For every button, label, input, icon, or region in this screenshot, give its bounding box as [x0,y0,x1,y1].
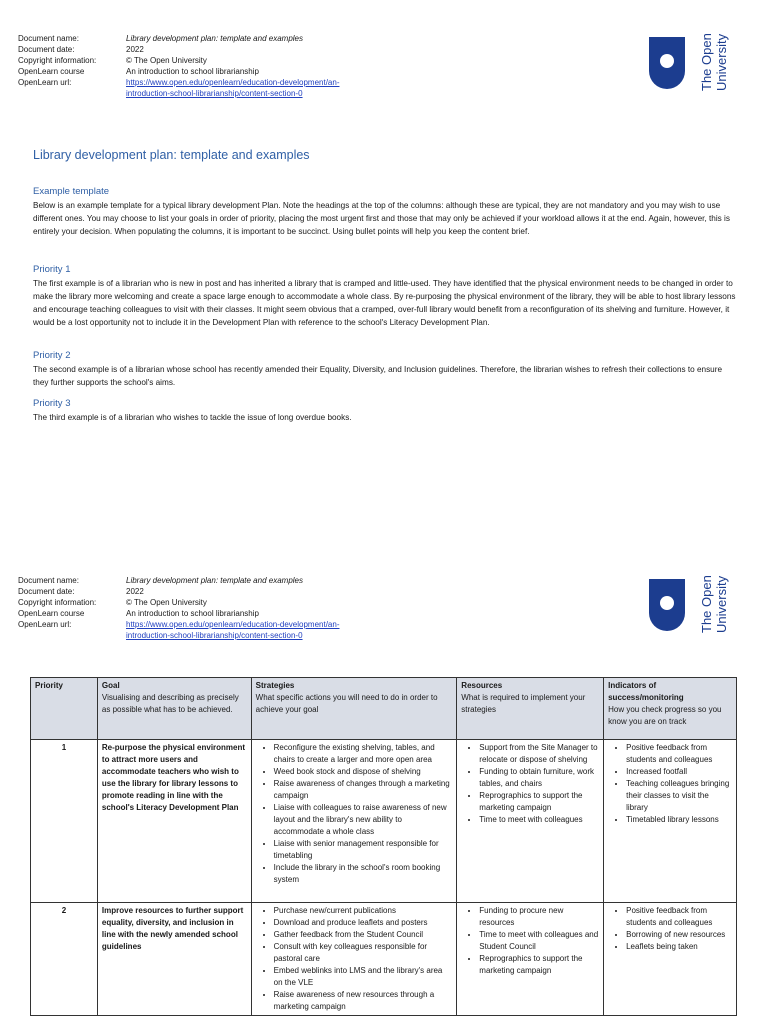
row-resources [457,903,604,1016]
header-priority: Priority [31,678,98,740]
header-resources-desc: What is required to implement your strategies [461,693,586,714]
priority-1-heading: Priority 1 [33,264,71,275]
label-copyright: Copyright information: [18,56,97,65]
course-url-link-cont[interactable]: introduction-school-librarianship/content-section-0 [126,631,303,640]
logo-text-line1: The Open [699,33,714,91]
list-item: • Liaise with senior management responsible for timetabling [274,838,453,862]
row-indicators [604,740,737,903]
course-url-link-cont[interactable]: introduction-school-librarianship/content-section-0 [126,89,303,98]
priority-3-text: The third example is of a librarian who wishes to tackle the issue of long overdue books. [33,413,352,422]
header-indicators: Indicators of success/monitoring How you check progress so you know you are on track [604,678,737,740]
header-indicators-desc: How you check progress so you know you are on track [608,705,722,726]
list-item: • Download and produce leaflets and posters [274,917,453,929]
list-item: • Raise awareness of new resources through a marketing campaign [274,989,453,1013]
label-document-name: Document name: [18,34,79,43]
table-header-row [31,678,737,740]
row-resources [457,740,604,903]
logo-text-line1: The Open [699,575,714,633]
list-item: • Support from the Site Manager to relocate or dispose of shelving [479,742,599,766]
copyright-info: © The Open University [126,598,207,607]
priority-1-section [33,264,737,329]
header-resources: Resources What is required to implement your strategies [457,678,604,740]
example-template-heading: Example template [33,186,110,197]
development-plan-table [30,677,737,1016]
row-priority: 1 [31,740,98,903]
list-item: • Positive feedback from students and colleagues [626,742,732,766]
table-row [31,903,737,1016]
list-item: • Time to meet with colleagues and Student Council [479,929,599,953]
label-url: OpenLearn url: [18,78,72,87]
list-item: • Increased footfall [626,766,732,778]
priority-3-section [33,398,737,424]
list-item: • Reprographics to support the marketing campaign [479,790,599,814]
label-document-name: Document name: [18,576,79,585]
list-item: • Gather feedback from the Student Council [274,929,453,941]
course-name: An introduction to school librarianship [126,67,259,76]
list-item: • Weed book stock and dispose of shelving [274,766,453,778]
list-item: • Consult with key colleagues responsible for pastoral care [274,941,453,965]
document-date: 2022 [126,587,144,596]
label-course: OpenLearn course [18,67,85,76]
open-university-logo [645,575,737,637]
copyright-info: © The Open University [126,56,207,65]
list-item: • Embed weblinks into LMS and the library's area on the VLE [274,965,453,989]
document-name: Library development plan: template and examples [126,576,303,585]
list-item: • Include the library in the school's room booking system [274,862,453,886]
header-strategies-desc: What specific actions you will need to do in order to achieve your goal [255,693,438,714]
header-goal: Goal Visualising and describing as precisely as possible what has to be achieved. [97,678,251,740]
list-item: • Teaching colleagues bringing their classes to visit the library [626,778,732,814]
list-item: • Reprographics to support the marketing campaign [479,953,599,977]
priority-2-text: The second example is of a librarian whose school has recently amended their Equality, Diversity, and Inclusion guidelines. Therefore, the librarian wishes to refresh their collections to ensure they further supports the school's aims. [33,365,723,387]
list-item: • Raise awareness of changes through a marketing campaign [274,778,453,802]
label-copyright: Copyright information: [18,598,97,607]
table-row [31,740,737,903]
example-template-text: Below is an example template for a typical library development Plan. Note the headings at the top of the columns: although these are typical, they are not mandatory and you may wish to use different ones. You may choose to list your goals in order of priority, placing the most urgent first and those that may only be achieved if your workload allows it at the end. Again, however, this is entirely your decision. When populating the columns, it is important to be succinct. Using bullet points will help you keep the content brief. [33,201,730,236]
list-item: • Funding to obtain furniture, work tables, and chairs [479,766,599,790]
priority-1-text: The first example is of a librarian who is new in post and has inherited a library that is cramped and little-used. They have identified that the physical environment needs to be changed in order to make the library more welcoming and create a space large enough to accommodate a whole class. By re-purposing the physical environment of the library, they will be able to host library lessons and encourage teaching colleagues to visit with their classes. It might seem obvious that a cramped, over-full library would benefit from a reconfiguration of its shelving and furniture. However, it would be a lost opportunity not to include it in the Development Plan with reference to the school's Literacy Development Plan. [33,279,736,327]
document-date: 2022 [126,45,144,54]
label-document-date: Document date: [18,587,75,596]
list-item: • Timetabled library lessons [626,814,732,826]
example-template-section [33,186,737,238]
priority-2-heading: Priority 2 [33,350,71,361]
document-info-block-page2 [18,575,339,641]
row-goal: Re-purpose the physical environment to attract more users and accommodate teachers who wish to use the library for library lessons to promote reading in line with the school's Literacy Development Plan [97,740,251,903]
row-strategies [251,903,457,1016]
list-item: • Purchase new/current publications [274,905,453,917]
row-strategies [251,740,457,903]
page-title: Library development plan: template and examples [33,148,310,162]
label-document-date: Document date: [18,45,75,54]
list-item: • Time to meet with colleagues [479,814,599,826]
row-priority: 2 [31,903,98,1016]
course-name: An introduction to school librarianship [126,609,259,618]
list-item: • Liaise with colleagues to raise awareness of new layout and the library's new ability to accommodate a whole class [274,802,453,838]
open-university-logo [645,33,737,95]
list-item: • Funding to procure new resources [479,905,599,929]
label-url: OpenLearn url: [18,620,72,629]
logo-text-line2: University [714,575,729,633]
priority-2-section [33,350,737,389]
row-indicators [604,903,737,1016]
course-url-link[interactable]: https://www.open.edu/openlearn/education-development/an- [126,620,340,629]
list-item: • Leaflets being taken [626,941,732,953]
list-item: • Positive feedback from students and colleagues [626,905,732,929]
header-strategies: Strategies What specific actions you will need to do in order to achieve your goal [251,678,457,740]
course-url-link[interactable]: https://www.open.edu/openlearn/education-development/an- [126,78,340,87]
document-name: Library development plan: template and examples [126,34,303,43]
list-item: • Reconfigure the existing shelving, tables, and chairs to create a larger and more open area [274,742,453,766]
label-course: OpenLearn course [18,609,85,618]
header-goal-desc: Visualising and describing as precisely as possible what has to be achieved. [101,693,239,714]
priority-3-heading: Priority 3 [33,398,71,409]
document-info-block [18,33,339,99]
logo-text-line2: University [714,33,729,91]
list-item: • Borrowing of new resources [626,929,732,941]
row-goal: Improve resources to further support equality, diversity, and inclusion in line with the newly amended school guidelines [97,903,251,1016]
